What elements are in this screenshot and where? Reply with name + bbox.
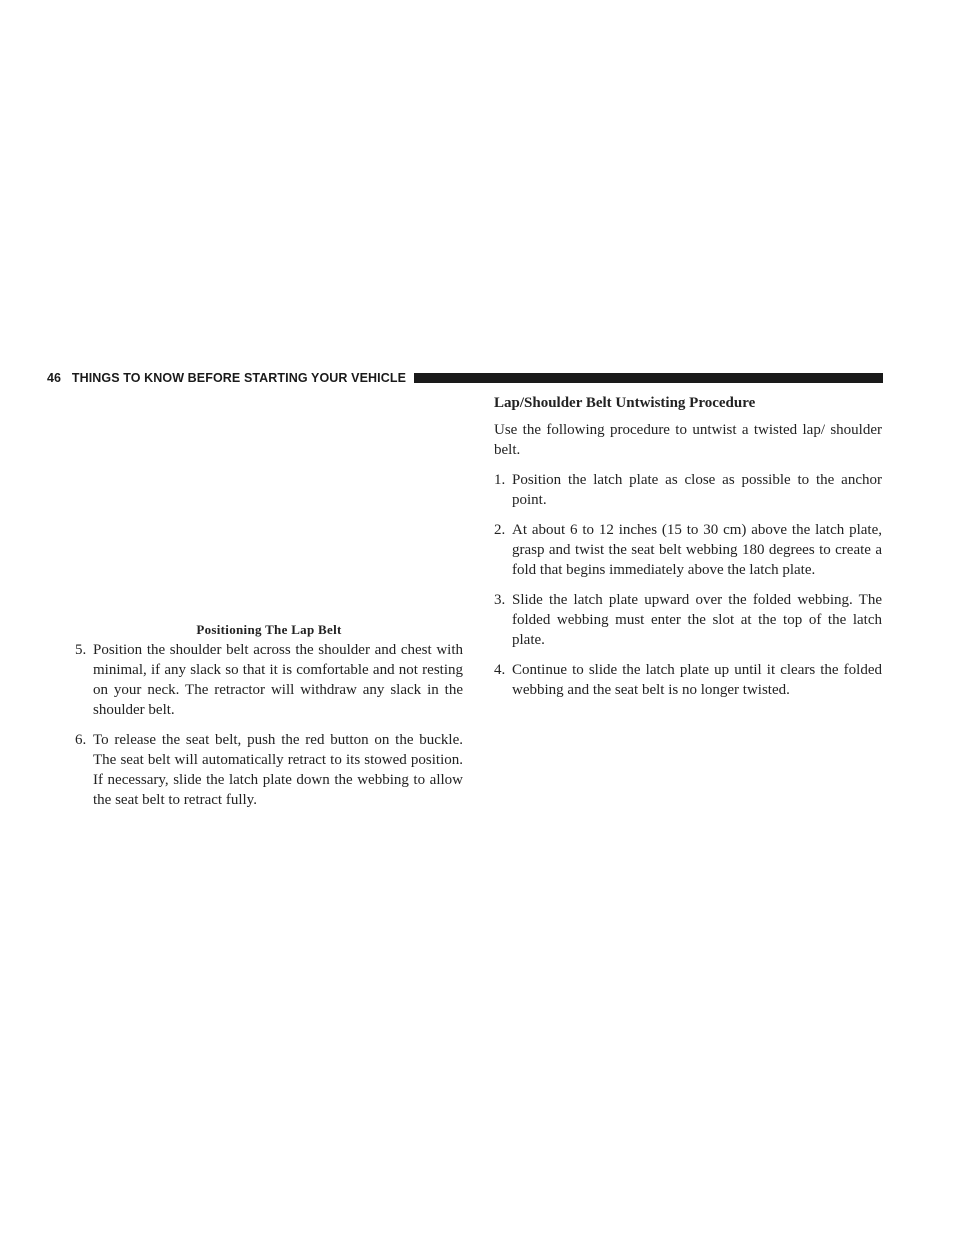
intro-paragraph: Use the following procedure to untwist a twisted lap/ shoulder belt. [494,422,882,458]
list-item [75,640,463,720]
right-column [494,393,882,710]
section-title: THINGS TO KNOW BEFORE STARTING YOUR VEHICLE [71,371,407,385]
list-item [494,520,882,580]
step-text: Position the latch plate as close as possible to the anchor point. [512,472,882,508]
left-column [75,640,463,820]
figure-caption: Positioning The Lap Belt [196,622,342,637]
left-steps-list [75,640,463,810]
list-item [494,590,882,650]
page-header-text [47,371,414,385]
step-text: Position the shoulder belt across the shoulder and chest with minimal, if any slack so that it is comfortable and not resting on your neck. The retractor will withdraw any slack in the shoulder belt. [93,642,463,718]
step-number: 1. [494,472,506,488]
section-heading: Lap/Shoulder Belt Untwisting Procedure [494,395,756,411]
list-item [494,660,882,700]
list-item [75,730,463,810]
step-text: To release the seat belt, push the red button on the buckle. The seat belt will automatically retract to its stowed position. If necessary, slide the latch plate down the webbing to allow the seat belt to retract fully. [93,732,463,808]
step-number: 6. [75,732,87,748]
step-number: 3. [494,592,506,608]
page-header [47,370,883,386]
page-number: 46 [47,371,62,385]
step-number: 5. [75,642,87,658]
step-number: 4. [494,662,506,678]
step-text: Slide the latch plate upward over the folded webbing. The folded webbing must enter the slot at the top of the latch plate. [512,592,882,648]
step-text: Continue to slide the latch plate up until it clears the folded webbing and the seat belt is no longer twisted. [512,662,882,698]
list-item [494,470,882,510]
figure-placeholder [75,394,463,616]
step-number: 2. [494,522,506,538]
right-steps-list [494,470,882,700]
header-rule [414,373,883,383]
step-text: At about 6 to 12 inches (15 to 30 cm) above the latch plate, grasp and twist the seat belt webbing 180 degrees to create a fold that begins immediately above the latch plate. [512,522,882,578]
